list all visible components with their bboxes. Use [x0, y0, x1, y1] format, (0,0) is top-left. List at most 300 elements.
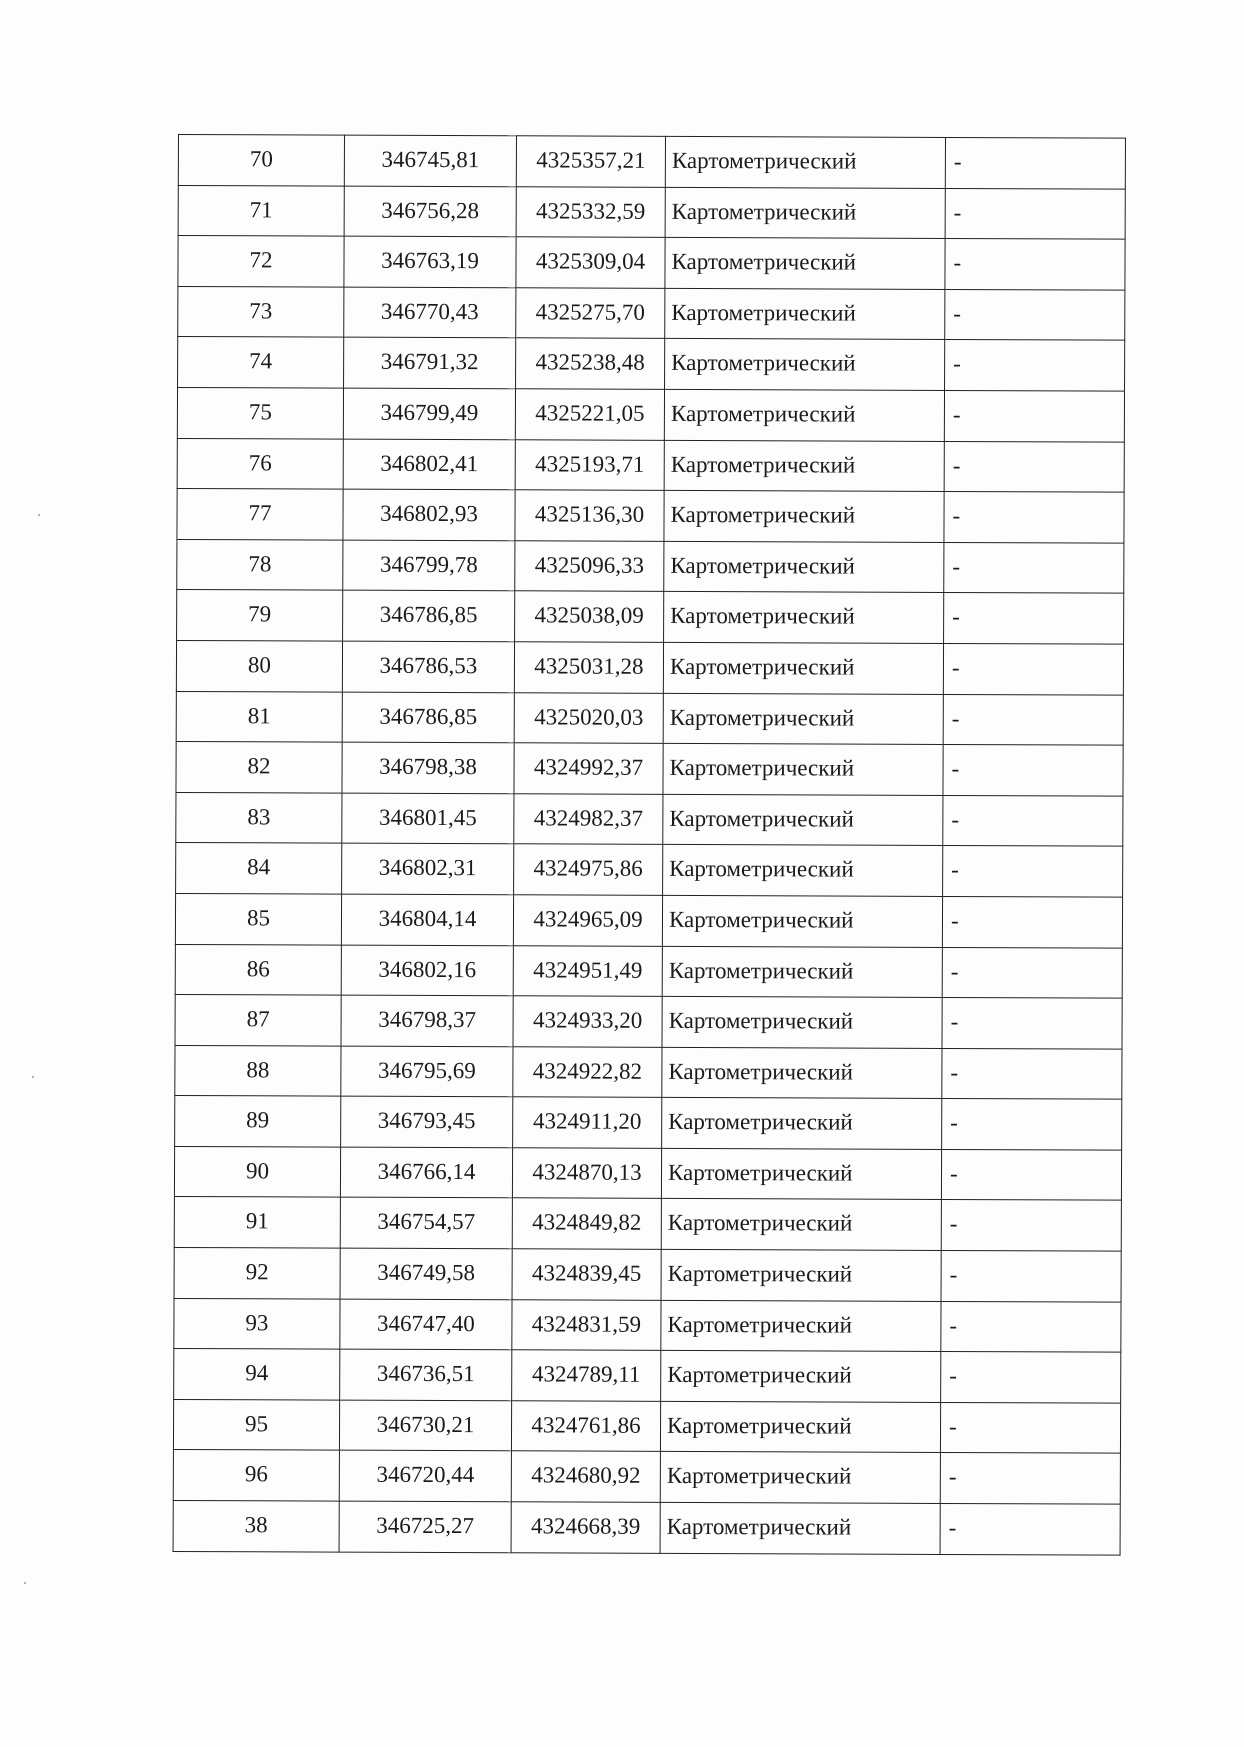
error-cell-text: - [950, 907, 959, 933]
point-number-cell [176, 640, 342, 691]
error-cell-text: - [950, 958, 959, 984]
error-cell [941, 1149, 1121, 1200]
x-coordinate-cell-text: 346763,19 [381, 247, 479, 274]
table-row [174, 1197, 1121, 1251]
y-coordinate-cell [512, 1350, 661, 1401]
y-coordinate-cell-text: 4324680,92 [531, 1462, 641, 1489]
point-number-cell-text: 82 [247, 753, 271, 779]
x-coordinate-cell [343, 540, 515, 591]
x-coordinate-cell [341, 945, 513, 996]
point-number-cell [176, 742, 342, 793]
y-coordinate-cell [512, 1299, 661, 1350]
point-number-cell [178, 286, 344, 337]
y-coordinate-cell [513, 1097, 662, 1148]
y-coordinate-cell [514, 844, 663, 895]
method-cell [662, 895, 942, 947]
error-cell-text: - [951, 806, 960, 832]
point-number-cell [176, 691, 342, 742]
error-cell [944, 441, 1124, 492]
point-number-cell [173, 1501, 339, 1552]
y-coordinate-cell [512, 1148, 661, 1199]
method-cell [660, 1452, 940, 1504]
method-cell-text: Картометрический [667, 1260, 853, 1287]
method-cell-text: Картометрический [671, 249, 857, 275]
method-cell-text: Картометрический [668, 906, 854, 933]
error-cell [943, 846, 1123, 897]
point-number-cell-text: 95 [245, 1411, 269, 1437]
x-coordinate-cell [342, 692, 514, 743]
error-cell [945, 340, 1125, 391]
error-cell [943, 795, 1123, 846]
table-row [173, 1399, 1120, 1453]
point-number-cell [175, 995, 341, 1046]
error-cell [944, 542, 1124, 593]
error-cell [945, 137, 1125, 188]
error-cell-text: - [948, 1464, 957, 1490]
error-cell-text: - [951, 705, 960, 731]
x-coordinate-cell [343, 590, 515, 641]
point-number-cell-text: 87 [246, 1006, 270, 1032]
x-coordinate-cell [342, 742, 514, 793]
y-coordinate-cell-text: 4324922,82 [532, 1058, 643, 1084]
table-row [173, 1501, 1120, 1555]
x-coordinate-cell [342, 641, 514, 692]
x-coordinate-cell-text: 346804,14 [378, 905, 477, 932]
error-cell-text: - [952, 452, 961, 478]
point-number-cell-text: 84 [247, 854, 271, 880]
y-coordinate-cell [513, 1046, 662, 1097]
point-number-cell-text: 88 [246, 1056, 270, 1083]
x-coordinate-cell-text: 346754,57 [377, 1209, 476, 1235]
error-cell [942, 998, 1122, 1049]
x-coordinate-cell-text: 346793,45 [377, 1108, 476, 1134]
error-cell-text: - [949, 1262, 958, 1288]
point-number-cell-text: 74 [249, 348, 273, 374]
method-cell-text: Картометрический [671, 147, 857, 174]
x-coordinate-cell [340, 1299, 512, 1350]
method-cell [662, 996, 942, 1048]
y-coordinate-cell-text: 4325357,21 [536, 147, 646, 173]
method-cell [664, 389, 944, 441]
x-coordinate-cell [341, 1096, 513, 1147]
x-coordinate-cell [344, 338, 516, 389]
method-cell [665, 288, 945, 340]
error-cell-text: - [953, 351, 961, 377]
y-coordinate-cell-text: 4325332,59 [536, 197, 646, 224]
y-coordinate-cell [516, 136, 665, 187]
y-coordinate-cell [512, 1198, 661, 1249]
point-number-cell-text: 89 [246, 1107, 270, 1133]
point-number-cell-text: 86 [246, 955, 270, 981]
table-row [176, 640, 1123, 694]
point-number-cell-text: 94 [245, 1360, 269, 1386]
y-coordinate-cell-text: 4324761,86 [531, 1412, 641, 1438]
point-number-cell-text: 71 [249, 196, 273, 222]
error-cell-text: - [952, 503, 961, 529]
method-cell-text: Картометрический [669, 704, 855, 731]
y-coordinate-cell [513, 996, 662, 1047]
method-cell-text: Картометрический [667, 1210, 853, 1237]
x-coordinate-cell-text: 346725,27 [376, 1512, 475, 1539]
table-row [175, 995, 1122, 1049]
y-coordinate-cell-text: 4325136,30 [534, 501, 645, 527]
error-cell [941, 1301, 1121, 1352]
y-coordinate-cell-text: 4325193,71 [535, 450, 645, 477]
point-number-cell [177, 539, 343, 590]
x-coordinate-cell-text: 346802,93 [380, 500, 478, 527]
x-coordinate-cell-text: 346786,53 [379, 652, 478, 679]
y-coordinate-cell [515, 541, 664, 592]
table-row [178, 337, 1125, 391]
scan-speck [24, 1582, 26, 1584]
y-coordinate-cell [513, 895, 662, 946]
table-row [177, 590, 1124, 644]
method-cell-text: Картометрический [669, 755, 855, 781]
method-cell [664, 541, 944, 593]
method-cell [663, 642, 943, 694]
y-coordinate-cell-text: 4324933,20 [532, 1007, 643, 1033]
point-number-cell [178, 185, 344, 236]
method-cell-text: Картометрический [668, 957, 854, 984]
y-coordinate-cell [511, 1401, 660, 1452]
y-coordinate-cell-text: 4325038,09 [534, 602, 644, 629]
y-coordinate-cell [515, 389, 664, 440]
y-coordinate-cell-text: 4324668,39 [530, 1513, 641, 1539]
y-coordinate-cell-text: 4325096,33 [534, 552, 645, 578]
x-coordinate-cell [344, 287, 516, 338]
method-cell [662, 1047, 942, 1099]
x-coordinate-cell-text: 346786,85 [379, 703, 478, 729]
method-cell-text: Картометрический [668, 1007, 854, 1034]
x-coordinate-cell-text: 346736,51 [376, 1361, 475, 1387]
y-coordinate-cell-text: 4325238,48 [535, 349, 645, 376]
point-number-cell [175, 944, 341, 995]
point-number-cell-text: 75 [248, 399, 272, 425]
method-cell [663, 845, 943, 897]
x-coordinate-cell-text: 346801,45 [378, 804, 477, 830]
method-cell [664, 592, 944, 644]
y-coordinate-cell [514, 743, 663, 794]
x-coordinate-cell [342, 843, 514, 894]
point-number-cell [175, 1045, 341, 1096]
y-coordinate-cell-text: 4324951,49 [533, 956, 643, 983]
table-row [176, 742, 1123, 796]
y-coordinate-cell [513, 945, 662, 996]
method-cell [663, 794, 943, 846]
error-cell [942, 947, 1122, 998]
method-cell [661, 1249, 941, 1301]
y-coordinate-cell-text: 4325275,70 [535, 299, 645, 325]
method-cell-text: Картометрический [670, 603, 855, 629]
y-coordinate-cell-text: 4324982,37 [533, 805, 644, 831]
point-number-cell [178, 135, 344, 186]
point-number-cell-text: 91 [245, 1208, 269, 1234]
method-cell [665, 187, 945, 239]
error-cell-text: - [951, 756, 960, 782]
table-row [178, 185, 1125, 239]
x-coordinate-cell-text: 346799,78 [379, 551, 478, 577]
x-coordinate-cell-text: 346756,28 [381, 197, 480, 223]
error-cell-text: - [951, 654, 960, 680]
point-number-cell [173, 1399, 339, 1450]
error-cell-text: - [953, 300, 962, 326]
method-cell-text: Картометрический [670, 451, 856, 478]
point-number-cell-text: 78 [248, 551, 272, 577]
method-cell-text: Картометрический [671, 350, 856, 376]
error-cell-text: - [948, 1413, 957, 1439]
y-coordinate-cell-text: 4324992,37 [533, 754, 644, 780]
error-cell [944, 492, 1124, 543]
y-coordinate-cell-text: 4325020,03 [534, 703, 644, 730]
point-number-cell [177, 489, 343, 540]
table-row [174, 1146, 1121, 1200]
point-number-cell-text: 76 [248, 449, 272, 475]
scan-speck [38, 514, 40, 516]
error-cell [942, 1048, 1122, 1099]
point-number-cell [173, 1450, 339, 1501]
point-number-cell-text: 90 [245, 1158, 270, 1184]
x-coordinate-cell-text: 346798,38 [379, 753, 477, 780]
y-coordinate-cell-text: 4324870,13 [532, 1159, 642, 1185]
method-cell [663, 693, 943, 745]
method-cell-text: Картометрический [667, 1311, 852, 1338]
error-cell [941, 1200, 1121, 1251]
method-cell-text: Картометрический [667, 1159, 853, 1186]
x-coordinate-cell-text: 346747,40 [377, 1310, 475, 1336]
method-cell [661, 1300, 941, 1352]
x-coordinate-cell-text: 346786,85 [379, 602, 478, 628]
table-row [176, 843, 1123, 897]
method-cell-text: Картометрический [669, 653, 855, 680]
y-coordinate-cell [515, 490, 664, 541]
method-cell [662, 946, 942, 998]
y-coordinate-cell [514, 794, 663, 845]
coordinates-table [173, 134, 1126, 1555]
error-cell-text: - [952, 401, 961, 427]
y-coordinate-cell-text: 4325309,04 [535, 248, 646, 274]
method-cell [661, 1351, 941, 1403]
x-coordinate-cell [342, 793, 514, 844]
error-cell [943, 694, 1123, 745]
x-coordinate-cell [343, 439, 515, 490]
method-cell [665, 339, 945, 391]
table-row [174, 1298, 1121, 1352]
error-cell-text: - [950, 1009, 959, 1035]
y-coordinate-cell-text: 4324965,09 [533, 906, 643, 932]
y-coordinate-cell [514, 642, 663, 693]
x-coordinate-cell [343, 489, 515, 540]
method-cell-text: Картометрический [666, 1513, 852, 1540]
error-cell-text: - [952, 553, 961, 579]
point-number-cell [176, 792, 342, 843]
error-cell [943, 643, 1123, 694]
method-cell-text: Картометрический [671, 198, 857, 225]
x-coordinate-cell [344, 186, 516, 237]
table-row [178, 236, 1125, 290]
y-coordinate-cell-text: 4325031,28 [534, 653, 644, 679]
method-cell-text: Картометрический [667, 1362, 852, 1388]
x-coordinate-cell-text: 346802,31 [378, 855, 477, 881]
point-number-cell [175, 1096, 341, 1147]
error-cell [945, 289, 1125, 340]
error-cell-text: - [949, 1363, 957, 1389]
error-cell [942, 1099, 1122, 1150]
x-coordinate-cell-text: 346720,44 [376, 1462, 475, 1488]
method-cell [662, 1098, 942, 1150]
y-coordinate-cell [512, 1249, 661, 1300]
error-cell-text: - [949, 1312, 958, 1338]
method-cell [660, 1502, 940, 1554]
x-coordinate-cell-text: 346799,49 [380, 399, 479, 426]
error-cell-text: - [951, 857, 959, 883]
scan-speck [32, 1076, 34, 1078]
point-number-cell [174, 1349, 340, 1400]
table-row [175, 893, 1122, 947]
point-number-cell-text: 80 [247, 652, 272, 678]
point-number-cell-text: 77 [248, 500, 272, 526]
table-row [177, 438, 1124, 492]
x-coordinate-cell [339, 1501, 511, 1552]
error-cell [941, 1352, 1121, 1403]
table-row [178, 286, 1125, 340]
x-coordinate-cell [344, 236, 516, 287]
method-cell-text: Картометрический [670, 400, 856, 427]
point-number-cell-text: 70 [249, 146, 273, 172]
x-coordinate-cell-text: 346766,14 [377, 1158, 476, 1185]
table-row [175, 1096, 1122, 1150]
x-coordinate-cell-text: 346730,21 [376, 1411, 475, 1437]
x-coordinate-cell [344, 135, 516, 186]
error-cell-text: - [953, 250, 962, 276]
point-number-cell-text: 83 [247, 803, 271, 830]
y-coordinate-cell [516, 338, 665, 389]
method-cell [661, 1199, 941, 1251]
method-cell-text: Картометрический [671, 299, 856, 326]
error-cell-text: - [950, 1110, 958, 1136]
error-cell-text: - [948, 1515, 957, 1541]
point-number-cell-text: 73 [249, 298, 273, 324]
point-number-cell [177, 438, 343, 489]
y-coordinate-cell [514, 692, 663, 743]
y-coordinate-cell [511, 1451, 660, 1502]
x-coordinate-cell [340, 1198, 512, 1249]
method-cell [664, 491, 944, 543]
y-coordinate-cell-text: 4324911,20 [532, 1108, 642, 1135]
y-coordinate-cell-text: 4325221,05 [535, 400, 645, 426]
coordinates-table-body [173, 135, 1125, 1555]
y-coordinate-cell-text: 4324975,86 [533, 855, 643, 882]
point-number-cell-text: 72 [249, 247, 273, 273]
table-row [173, 1450, 1120, 1504]
point-number-cell [174, 1248, 340, 1299]
y-coordinate-cell-text: 4324849,82 [532, 1209, 642, 1236]
x-coordinate-cell-text: 346770,43 [380, 298, 479, 324]
error-cell [945, 188, 1125, 239]
error-cell [942, 896, 1122, 947]
x-coordinate-cell-text: 346745,81 [381, 146, 480, 173]
method-cell [665, 136, 945, 188]
y-coordinate-cell [515, 591, 664, 642]
x-coordinate-cell-text: 346791,32 [380, 349, 479, 375]
y-coordinate-cell [516, 237, 665, 288]
method-cell-text: Картометрический [666, 1412, 852, 1439]
point-number-cell-text: 92 [245, 1259, 269, 1285]
x-coordinate-cell [340, 1147, 512, 1198]
y-coordinate-cell-text: 4324839,45 [531, 1260, 642, 1286]
table-row [177, 489, 1124, 543]
method-cell-text: Картометрический [669, 805, 854, 832]
method-cell-text: Картометрический [670, 502, 856, 528]
error-cell [944, 390, 1124, 441]
table-row [176, 792, 1123, 846]
x-coordinate-cell [340, 1248, 512, 1299]
table-row [175, 1045, 1122, 1099]
y-coordinate-cell [515, 439, 664, 490]
error-cell [940, 1503, 1120, 1554]
point-number-cell [176, 843, 342, 894]
error-cell [945, 239, 1125, 290]
error-cell [943, 745, 1123, 796]
x-coordinate-cell-text: 346798,37 [378, 1006, 477, 1033]
error-cell [944, 593, 1124, 644]
error-cell-text: - [953, 148, 962, 175]
x-coordinate-cell [341, 894, 513, 945]
method-cell [660, 1401, 940, 1453]
x-coordinate-cell [339, 1400, 511, 1451]
point-number-cell-text: 96 [244, 1461, 268, 1487]
table-row [176, 691, 1123, 745]
point-number-cell [174, 1298, 340, 1349]
table-row [175, 944, 1122, 998]
method-cell-text: Картометрический [668, 1058, 853, 1085]
table-row [178, 135, 1125, 189]
error-cell [940, 1453, 1120, 1504]
error-cell-text: - [949, 1211, 958, 1237]
method-cell-text: Картометрический [670, 552, 855, 579]
y-coordinate-cell [516, 186, 665, 237]
point-number-cell [178, 337, 344, 388]
point-number-cell-text: 81 [247, 702, 271, 728]
error-cell-text: - [950, 1059, 959, 1085]
method-cell [663, 743, 943, 795]
point-number-cell-text: 79 [248, 601, 272, 627]
error-cell [940, 1402, 1120, 1453]
point-number-cell [177, 590, 343, 641]
x-coordinate-cell [339, 1451, 511, 1502]
point-number-cell-text: 93 [245, 1309, 269, 1336]
x-coordinate-cell-text: 346802,41 [380, 450, 479, 476]
table-row [174, 1248, 1121, 1302]
error-cell-text: - [953, 199, 962, 225]
point-number-cell [174, 1146, 340, 1197]
y-coordinate-cell-text: 4324831,59 [531, 1311, 642, 1337]
point-number-cell [175, 893, 341, 944]
point-number-cell-text: 38 [244, 1512, 268, 1538]
method-cell-text: Картометрический [668, 1109, 853, 1135]
error-cell [941, 1251, 1121, 1302]
point-number-cell [178, 236, 344, 287]
x-coordinate-cell-text: 346795,69 [377, 1057, 476, 1083]
error-cell-text: - [952, 604, 960, 630]
error-cell-text: - [949, 1160, 958, 1186]
method-cell [664, 440, 944, 492]
table-row [177, 539, 1124, 593]
point-number-cell [177, 387, 343, 438]
x-coordinate-cell-text: 346802,16 [378, 956, 477, 982]
x-coordinate-cell [340, 1349, 512, 1400]
method-cell-text: Картометрический [669, 856, 854, 882]
x-coordinate-cell [343, 388, 515, 439]
